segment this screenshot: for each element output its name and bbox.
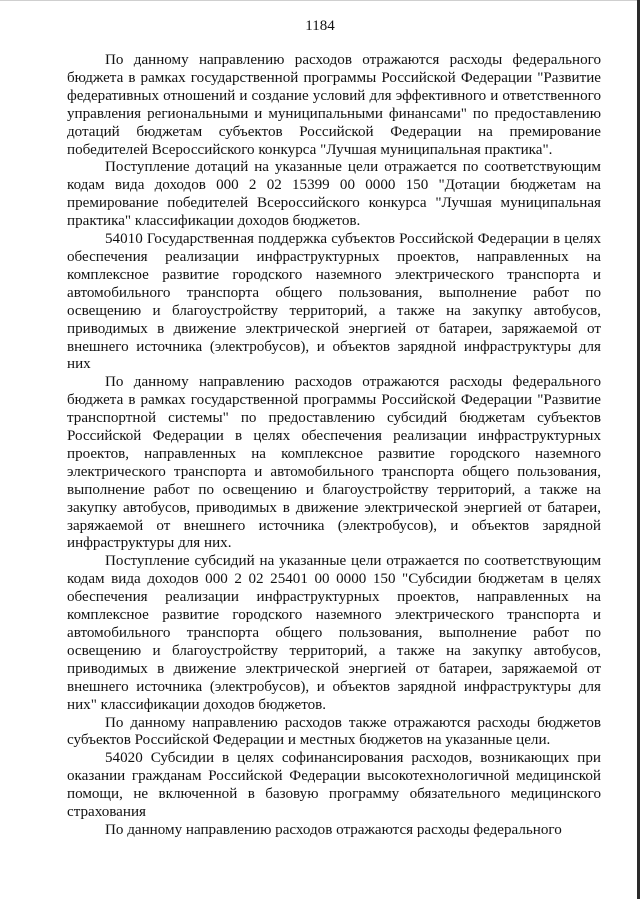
document-body bbox=[67, 52, 601, 840]
paragraph-6: По данному направлению расходов также отражаются расходы бюджетов субъектов Российской Федерации и местных бюджетов на указанные цели. bbox=[67, 714, 601, 749]
paragraph-5: Поступление субсидий на указанные цели отражается по соответствующим кодам вида доходов 000 2 02 25401 00 0000 150 "Субсидии бюджетам в целях обеспечения реализации инфраструктурных проектов, направленных на комплексное развитие городского наземного электрического транспорта и автомобильного транспорта общего пользования, выполнение работ по освещению и благоустройству территорий, а также на закупку автобусов, приводимых в движение электрической энергией от батареи, заряжаемой от внешнего источника (электробусов), и объектов зарядной инфраструктуры для них" классификации доходов бюджетов. bbox=[67, 553, 601, 713]
paragraph-7: 54020 Субсидии в целях софинансирования расходов, возникающих при оказании гражданам Российской Федерации высокотехнологичной медицинской помощи, не включенной в базовую программу обязательного медицинского страхования bbox=[67, 750, 601, 821]
paragraph-2: Поступление дотаций на указанные цели отражается по соответствующим кодам вида доходов 000 2 02 15399 00 0000 150 "Дотации бюджетам на премирование победителей Всероссийского конкурса "Лучшая муниципальная практика" классификации доходов бюджетов. bbox=[67, 159, 601, 230]
paragraph-1: По данному направлению расходов отражаются расходы федерального бюджета в рамках государственной программы Российской Федерации "Развитие федеративных отношений и создание условий для эффективного и ответственного управления региональными и муниципальными финансами" по предоставлению дотаций бюджетам субъектов Российской Федерации на премирование победителей Всероссийского конкурса "Лучшая муниципальная практика". bbox=[67, 52, 601, 158]
scan-top-edge bbox=[0, 0, 640, 1]
paragraph-3: 54010 Государственная поддержка субъектов Российской Федерации в целях обеспечения реализации инфраструктурных проектов, направленных на комплексное развитие городского наземного электрического транспорта и автомобильного транспорта общего пользования, выполнение работ по освещению и благоустройству территорий, а также на закупку автобусов, приводимых в движение электрической энергией от батареи, заряжаемой от внешнего источника (электробусов), и объектов зарядной инфраструктуры для них bbox=[67, 231, 601, 373]
page-number: 1184 bbox=[305, 18, 335, 34]
paragraph-4: По данному направлению расходов отражаются расходы федерального бюджета в рамках государственной программы Российской Федерации "Развитие транспортной системы" по предоставлению субсидий бюджетам субъектов Российской Федерации в целях обеспечения реализации инфраструктурных проектов, направленных на комплексное развитие городского наземного электрического транспорта и автомобильного транспорта общего пользования, выполнение работ по освещению и благоустройству территорий, а также на закупку автобусов, приводимых в движение электрической энергией от батареи, заряжаемой от внешнего источника (электробусов), и объектов зарядной инфраструктуры для них. bbox=[67, 374, 601, 552]
paragraph-8: По данному направлению расходов отражаются расходы федерального bbox=[105, 821, 562, 838]
